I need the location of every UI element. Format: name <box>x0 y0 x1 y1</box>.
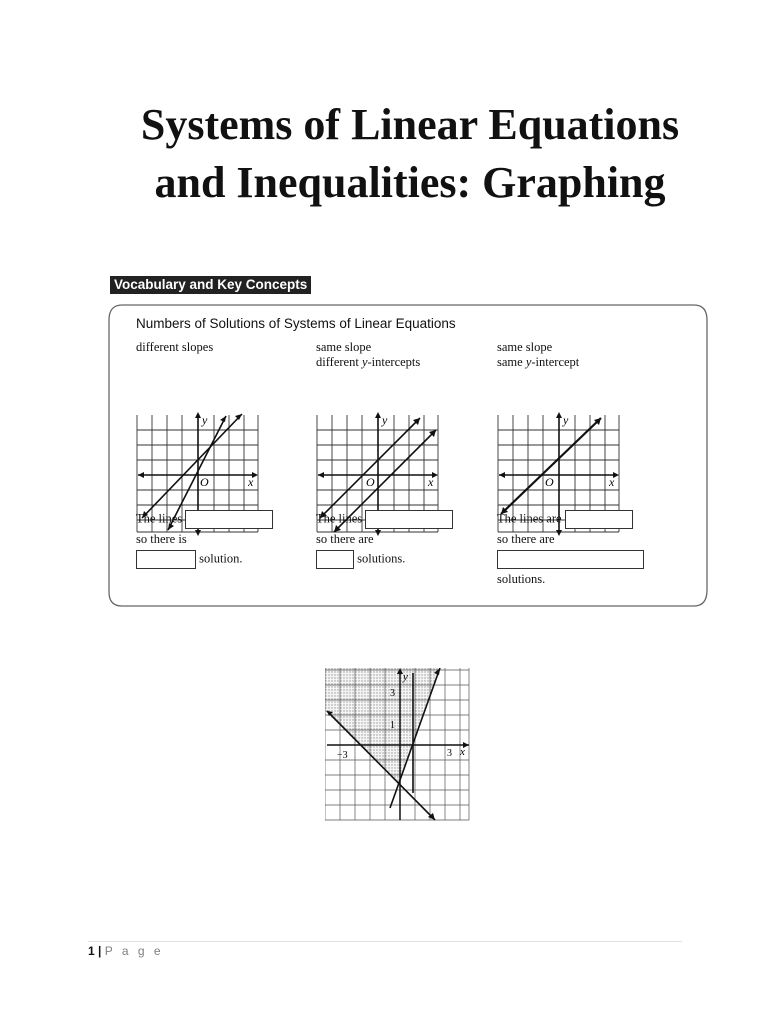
origin-label: O <box>366 475 375 489</box>
inequality-system-graph <box>325 668 471 822</box>
y-axis-label: y <box>382 413 388 427</box>
caption-line-1: different slopes <box>136 340 214 354</box>
fill-text: The lines are <box>497 511 562 526</box>
origin-label: O <box>545 475 554 489</box>
answer-box[interactable] <box>565 510 633 529</box>
caption-text: same <box>497 355 526 369</box>
fill-text: The lines <box>136 511 183 526</box>
answer-box[interactable] <box>365 510 453 529</box>
y-axis-label: y <box>563 413 569 427</box>
caption-line-1: same slope <box>497 340 553 354</box>
tick-label-x-neg3: −3 <box>337 750 348 761</box>
y-axis-label: y <box>202 413 208 427</box>
fill-in-col1-line1 <box>136 510 273 529</box>
caption-text: different <box>316 355 362 369</box>
fill-in-col3-line1 <box>497 510 633 529</box>
answer-box[interactable] <box>136 550 196 569</box>
tick-label-x-3: 3 <box>447 748 452 759</box>
panel-heading: Numbers of Solutions of Systems of Linear Equations <box>136 316 456 331</box>
fill-in-col3-line4: solutions. <box>497 572 546 586</box>
answer-box[interactable] <box>316 550 354 569</box>
caption-variable: y <box>525 355 532 369</box>
caption-text: -intercept <box>531 355 580 369</box>
answer-box[interactable] <box>497 550 644 569</box>
x-axis-label: x <box>460 746 465 758</box>
y-axis-label: y <box>403 671 408 683</box>
fill-text: solutions. <box>357 551 406 566</box>
title-line-1: Systems of Linear Equations <box>140 100 680 149</box>
tick-label-y-1: 1 <box>390 720 395 731</box>
column-same-slope-same-intercept <box>497 340 677 489</box>
fill-in-col1-line3 <box>136 550 243 569</box>
fill-text: solution. <box>199 551 243 566</box>
caption-line-2 <box>497 355 677 370</box>
x-axis-label: x <box>609 475 615 489</box>
footer-divider <box>88 941 682 942</box>
x-axis-label: x <box>248 475 254 489</box>
caption-line-1: same slope <box>316 340 372 354</box>
fill-in-col2-line2: so there are <box>316 532 374 546</box>
page-number: 1 <box>88 944 95 958</box>
origin-label: O <box>200 475 209 489</box>
fill-in-col3-line3 <box>497 550 644 569</box>
document-title <box>60 96 760 212</box>
tick-label-y-3: 3 <box>390 688 395 699</box>
vocabulary-heading: Vocabulary and Key Concepts <box>110 276 311 294</box>
page-word: P a g e <box>104 944 164 958</box>
caption-line-2 <box>316 355 496 370</box>
fill-in-col3-line2: so there are <box>497 532 555 546</box>
title-line-2: and Inequalities: Graphing <box>154 158 666 207</box>
fill-in-col2-line3 <box>316 550 405 569</box>
caption-text: -intercepts <box>367 355 421 369</box>
column-same-slope-different-intercepts <box>316 340 496 489</box>
column-different-slopes <box>136 340 316 489</box>
fill-in-col1-line2: so there is <box>136 532 187 546</box>
fill-in-col2-line1 <box>316 510 453 529</box>
page-footer <box>88 944 164 958</box>
solutions-concept-panel <box>108 304 708 608</box>
footer-separator: | <box>98 944 102 958</box>
answer-box[interactable] <box>185 510 273 529</box>
caption-variable: y <box>361 355 368 369</box>
fill-text: The lines <box>316 511 363 526</box>
x-axis-label: x <box>428 475 434 489</box>
